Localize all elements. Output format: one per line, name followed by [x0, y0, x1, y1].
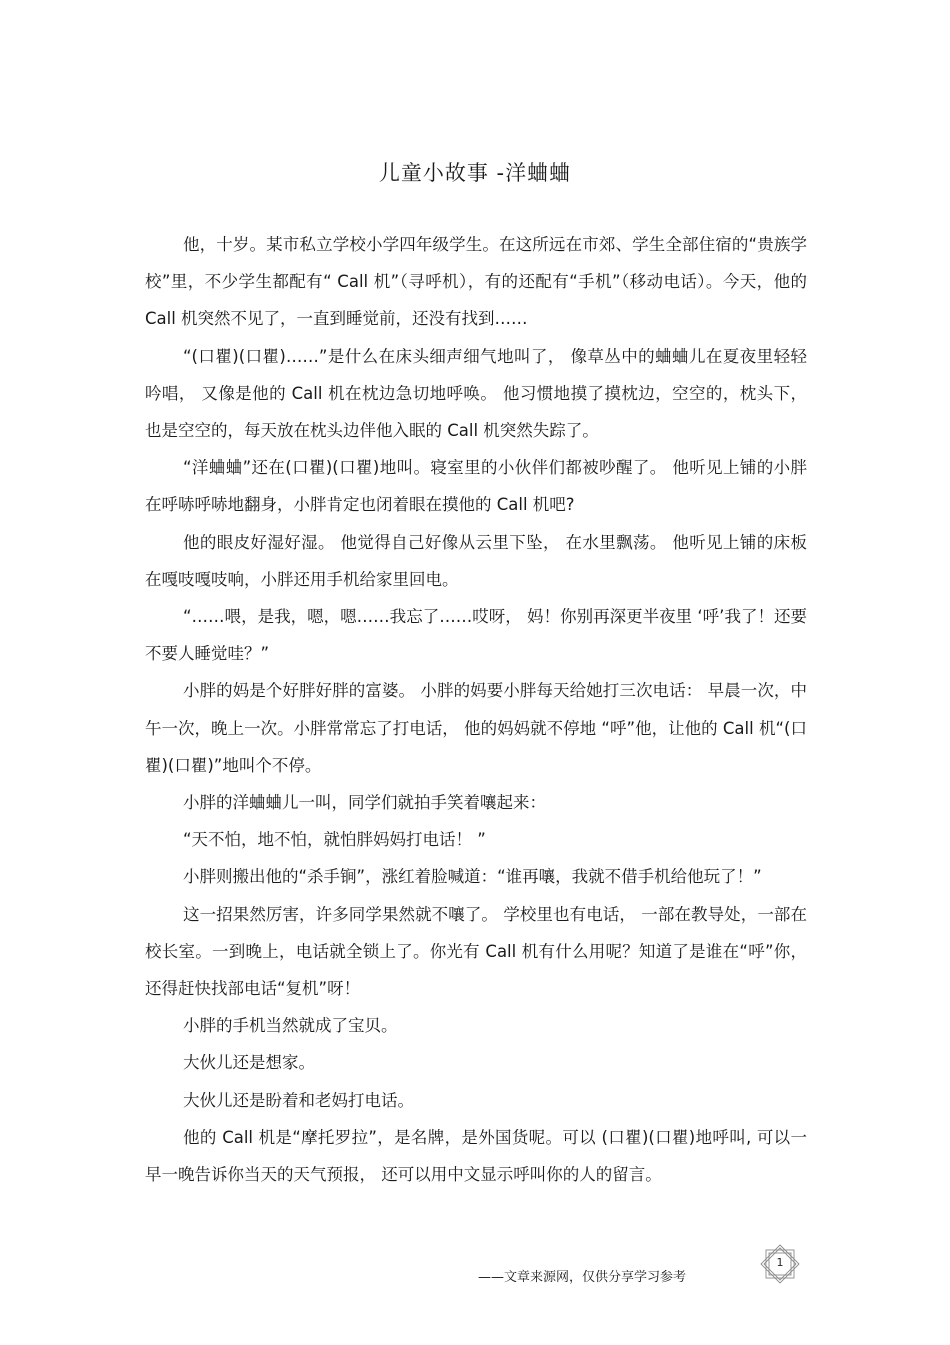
paragraph: 大伙儿还是想家。	[183, 1053, 315, 1073]
paragraph: “(口瞿)(口瞿)……”是什么在床头细声细气地叫了， 像草丛中的蛐蛐儿在夏夜里轻轻吟唱， 又像是他的 Call 机在枕边急切地呼唤。 他习惯地摸了摸枕边，空空的，枕头下，也是空空的，每天放在枕头边伴他入眠的 Call 机突然失踪了。	[145, 346, 807, 441]
paragraph: 小胖的妈是个好胖好胖的富婆。 小胖的妈要小胖每天给她打三次电话： 早晨一次，中午一次，晚上一次。小胖常常忘了打电话， 他的妈妈就不停地 “呼”他，让他的 Call 机“(口瞿)(口瞿)”地叫个不停。	[145, 681, 807, 775]
paragraph: “……喂，是我，嗯，嗯……我忘了……哎呀， 妈！你别再深更半夜里 ‘呼’我了！还要不要人睡觉哇？”	[145, 607, 807, 664]
paragraph: “洋蛐蛐”还在(口瞿)(口瞿)地叫。寝室里的小伙伴们都被吵醒了。 他听见上铺的小胖在呼哧呼哧地翻身，小胖肯定也闭着眼在摸他的 Call 机吧?	[145, 458, 807, 515]
paragraph: 大伙儿还是盼着和老妈打电话。	[183, 1090, 414, 1110]
page-footer: ——文章来源网，仅供分享学习参考	[478, 1270, 687, 1285]
story-body	[145, 226, 807, 1193]
paragraph: 这一招果然厉害，许多同学果然就不嚷了。 学校里也有电话， 一部在教导处，一部在校长室。一到晚上，电话就全锁上了。你光有 Call 机有什么用呢？知道了是谁在“呼”你，还得赶快找部电话“复机”呀！	[145, 904, 807, 999]
paragraph: 他的 Call 机是“摩托罗拉”，是名牌，是外国货呢。可以 (口瞿)(口瞿)地呼叫, 可以一早一晚告诉你当天的天气预报， 还可以用中文显示呼叫你的人的留言。	[145, 1127, 807, 1185]
paragraph: 他，十岁。某市私立学校小学四年级学生。在这所远在市郊、学生全部住宿的“贵族学校”里，不少学生都配有“ Call 机”（寻呼机），有的还配有“手机”（移动电话）。今天，他的 Call 机突然不见了，一直到睡觉前，还没有找到……	[145, 235, 807, 329]
paragraph: 小胖的手机当然就成了宝贝。	[183, 1016, 398, 1036]
paragraph: 小胖的洋蛐蛐儿一叫，同学们就拍手笑着嚷起来：	[183, 793, 546, 813]
page-title: 儿童小故事 -洋蛐蛐	[378, 161, 572, 185]
page-number-badge	[756, 1244, 804, 1284]
paragraph: 小胖则搬出他的“杀手锏”，涨红着脸喊道：“谁再嚷，我就不借手机给他玩了！”	[183, 867, 762, 887]
paragraph: “天不怕，地不怕，就怕胖妈妈打电话！ ”	[183, 830, 486, 850]
page-number: 1	[776, 1256, 784, 1269]
paragraph: 他的眼皮好湿好湿。 他觉得自己好像从云里下坠， 在水里飘荡。 他听见上铺的床板在嘎吱嘎吱响，小胖还用手机给家里回电。	[145, 532, 807, 589]
